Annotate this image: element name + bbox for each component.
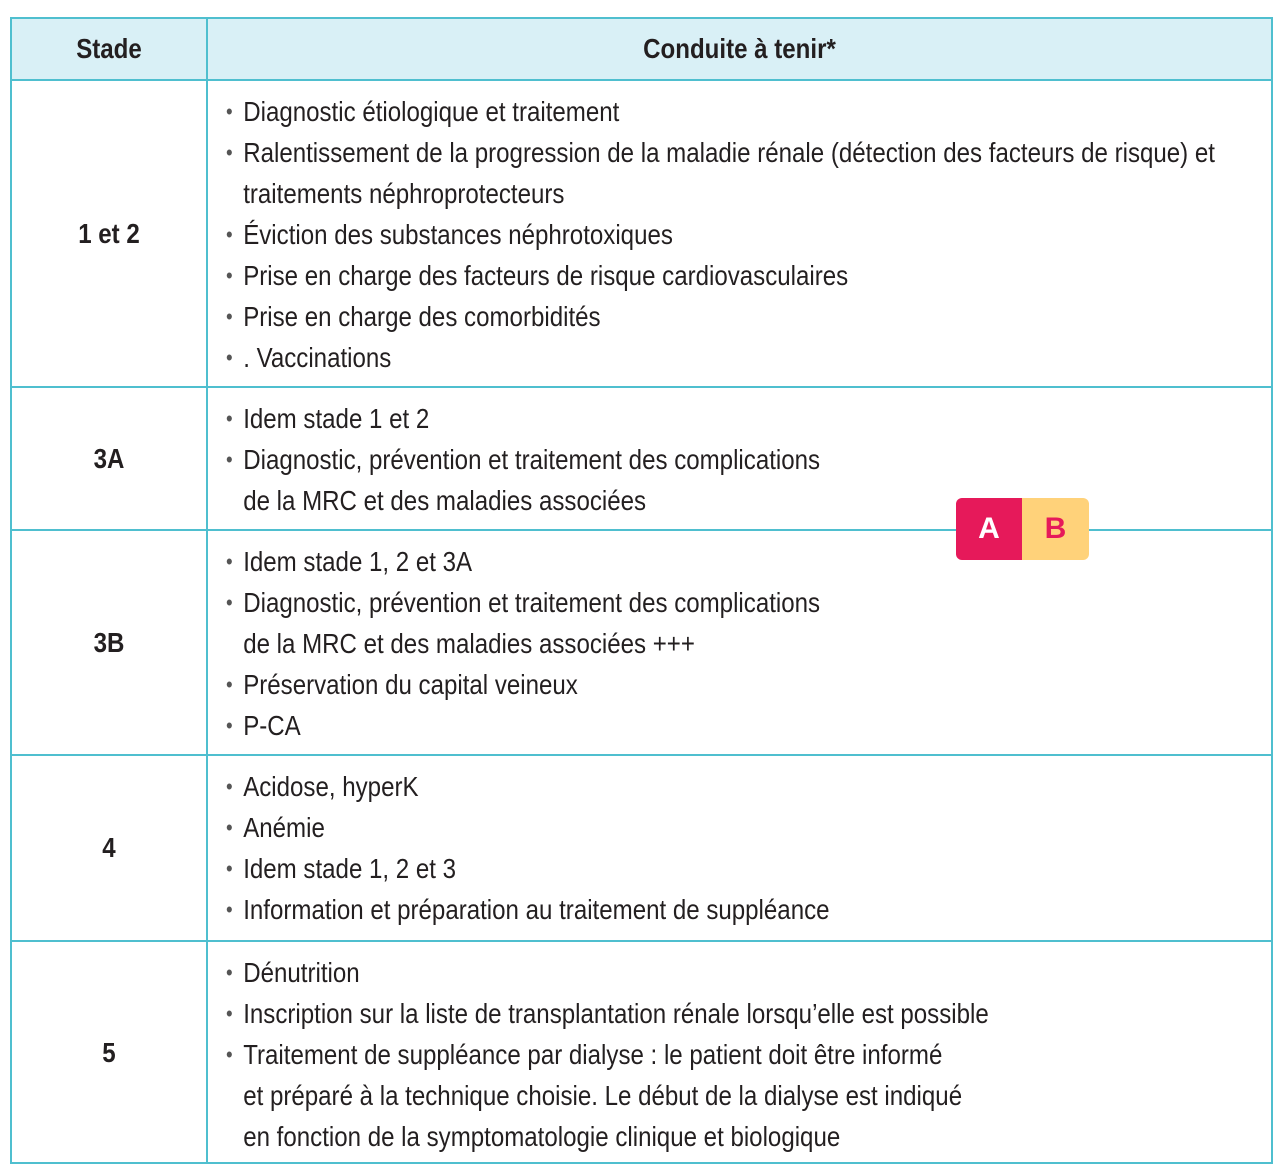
stage-label: 3A <box>93 442 125 474</box>
list-item <box>226 766 1276 807</box>
conduct-list <box>226 952 1261 1157</box>
table-header <box>12 19 1271 79</box>
bullet-icon: • <box>226 447 233 472</box>
column-divider <box>206 531 208 754</box>
item-text: Anémie <box>243 812 325 843</box>
bullet-icon: • <box>226 345 233 370</box>
list-item <box>226 296 1276 337</box>
table-row <box>12 79 1271 386</box>
conduct-list <box>226 541 1261 746</box>
bullet-icon: • <box>226 406 233 431</box>
item-text: de la MRC et des maladies associées <box>243 485 647 516</box>
bullet-icon: • <box>226 815 233 840</box>
list-item <box>226 807 1276 848</box>
column-divider <box>206 756 208 940</box>
item-text: Acidose, hyperK <box>243 771 419 802</box>
column-divider <box>206 19 208 79</box>
list-item <box>226 214 1276 255</box>
item-text: . Vaccinations <box>243 342 392 373</box>
column-divider <box>206 81 208 386</box>
item-text: traitements néphroprotecteurs <box>243 178 565 209</box>
item-text: Diagnostic, prévention et traitement des complications <box>243 587 821 618</box>
conduct-list <box>226 398 1261 521</box>
header-conduct: Conduite à tenir* <box>643 33 836 64</box>
list-item <box>226 952 1276 993</box>
bullet-icon: • <box>226 222 233 247</box>
list-item <box>226 337 1276 378</box>
list-item <box>226 541 1276 582</box>
item-text: Idem stade 1, 2 et 3 <box>243 853 457 884</box>
item-text: Idem stade 1, 2 et 3A <box>243 546 473 577</box>
bullet-icon: • <box>226 672 233 697</box>
item-text: Préservation du capital veineux <box>243 669 578 700</box>
item-text: Dénutrition <box>243 957 360 988</box>
bullet-icon: • <box>226 590 233 615</box>
item-text: Inscription sur la liste de transplantation rénale lorsqu’elle est possible <box>243 998 989 1029</box>
item-text: Éviction des substances néphrotoxiques <box>243 219 673 250</box>
list-item <box>226 993 1276 1034</box>
item-text: de la MRC et des maladies associées +++ <box>243 628 695 659</box>
list-item <box>226 705 1276 746</box>
column-divider <box>206 388 208 529</box>
item-text: Prise en charge des comorbidités <box>243 301 601 332</box>
badge-a: A <box>956 498 1022 560</box>
item-text: Diagnostic étiologique et traitement <box>243 96 620 127</box>
list-item <box>226 848 1276 889</box>
list-item <box>226 664 1276 705</box>
list-item <box>226 91 1276 132</box>
bullet-icon: • <box>226 960 233 985</box>
bullet-icon: • <box>226 1042 233 1067</box>
bullet-icon: • <box>226 99 233 124</box>
list-item <box>226 439 1276 521</box>
item-text: Ralentissement de la progression de la maladie rénale (détection des facteurs de risque) et <box>243 137 1215 168</box>
table-row <box>12 529 1271 754</box>
list-item <box>226 582 1276 664</box>
stage-table <box>10 17 1273 1164</box>
table-row <box>12 940 1271 1164</box>
column-divider <box>206 942 208 1164</box>
badge-b: B <box>1022 498 1089 560</box>
bullet-icon: • <box>226 304 233 329</box>
item-text: Idem stade 1 et 2 <box>243 403 430 434</box>
stage-label: 4 <box>102 832 116 863</box>
item-text: et préparé à la technique choisie. Le début de la dialyse est indiqué <box>243 1080 963 1111</box>
bullet-icon: • <box>226 1001 233 1026</box>
bullet-icon: • <box>226 713 233 738</box>
bullet-icon: • <box>226 549 233 574</box>
item-text: Traitement de suppléance par dialyse : le patient doit être informé <box>243 1039 943 1070</box>
level-badge <box>956 498 1089 560</box>
item-text: en fonction de la symptomatologie clinique et biologique <box>243 1121 841 1152</box>
bullet-icon: • <box>226 897 233 922</box>
header-stage: Stade <box>76 33 142 64</box>
stage-label: 1 et 2 <box>78 217 140 249</box>
list-item <box>226 889 1276 930</box>
bullet-icon: • <box>226 856 233 881</box>
conduct-list <box>226 766 1261 930</box>
item-text: Prise en charge des facteurs de risque cardiovasculaires <box>243 260 849 291</box>
conduct-list <box>226 91 1261 378</box>
bullet-icon: • <box>226 774 233 799</box>
list-item <box>226 255 1276 296</box>
item-text: Diagnostic, prévention et traitement des complications <box>243 444 821 475</box>
item-text: Information et préparation au traitement de suppléance <box>243 894 830 925</box>
stage-label: 5 <box>102 1037 116 1068</box>
bullet-icon: • <box>226 140 233 165</box>
list-item <box>226 398 1276 439</box>
table-row <box>12 754 1271 940</box>
bullet-icon: • <box>226 263 233 288</box>
item-text: P-CA <box>243 710 301 741</box>
list-item <box>226 1034 1276 1157</box>
list-item <box>226 132 1276 214</box>
stage-label: 3B <box>93 626 125 658</box>
